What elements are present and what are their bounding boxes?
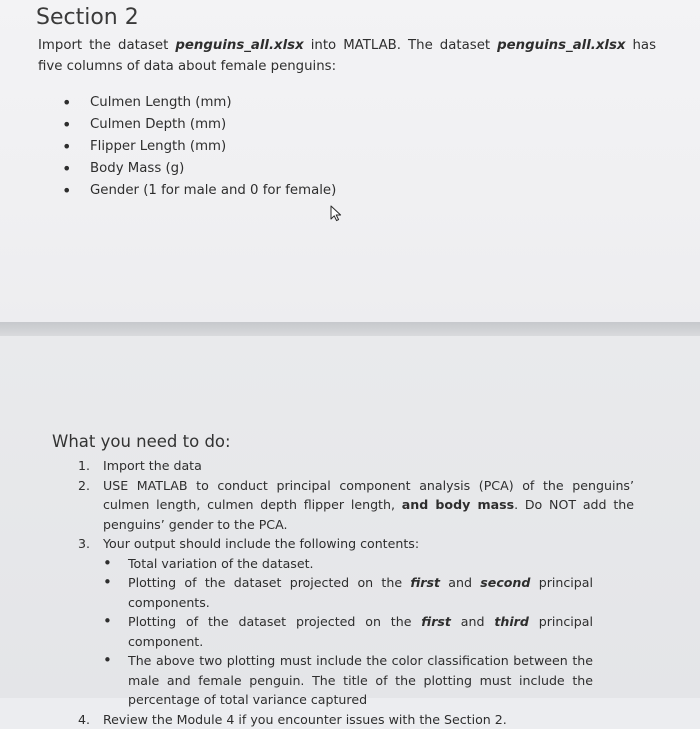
mouse-pointer-icon — [328, 204, 344, 222]
list-number: 4. — [78, 710, 90, 729]
list-item: • Body Mass (g) — [62, 158, 336, 180]
task-item-4: 4. Review the Module 4 if you encounter issues with the Section 2. — [78, 710, 634, 729]
list-number: 2. — [78, 476, 90, 496]
tasks-heading: What you need to do: — [52, 432, 231, 451]
tasks-list — [78, 456, 634, 729]
task-3-subitems — [78, 554, 634, 710]
list-item: • Culmen Length (mm) — [62, 92, 336, 114]
page-divider — [0, 322, 700, 336]
dataset-filename: penguins_all.xlsx — [175, 38, 303, 53]
list-item: • Plotting of the dataset projected on the first and second principal components. — [103, 573, 593, 612]
output-requirements-list — [103, 554, 593, 710]
list-item: • The above two plotting must include the color classification between the male and female penguin. The title of the plotting must include the percentage of total variance captured — [103, 651, 593, 710]
section-title: Section 2 — [36, 5, 139, 30]
dataset-columns-list — [62, 92, 336, 202]
list-number: 3. — [78, 534, 90, 554]
list-item: • Plotting of the dataset projected on the first and third principal component. — [103, 612, 593, 651]
task-item-2: 2. USE MATLAB to conduct principal component analysis (PCA) of the penguins’ culmen length, culmen depth flipper length, and body mass. Do NOT add the penguins’ gender to the PCA. — [78, 476, 634, 535]
task-item-3: 3. Your output should include the following contents: — [78, 534, 634, 554]
list-item: • Flipper Length (mm) — [62, 136, 336, 158]
list-item: • Total variation of the dataset. — [103, 554, 593, 574]
list-item: • Gender (1 for male and 0 for female) — [62, 180, 336, 202]
list-item: • Culmen Depth (mm) — [62, 114, 336, 136]
task-item-1: 1. Import the data — [78, 456, 634, 476]
intro-paragraph: Import the dataset penguins_all.xlsx into MATLAB. The dataset penguins_all.xlsx has five columns of data about female penguins: — [38, 35, 656, 77]
dataset-filename: penguins_all.xlsx — [497, 38, 625, 53]
list-number: 1. — [78, 456, 90, 476]
